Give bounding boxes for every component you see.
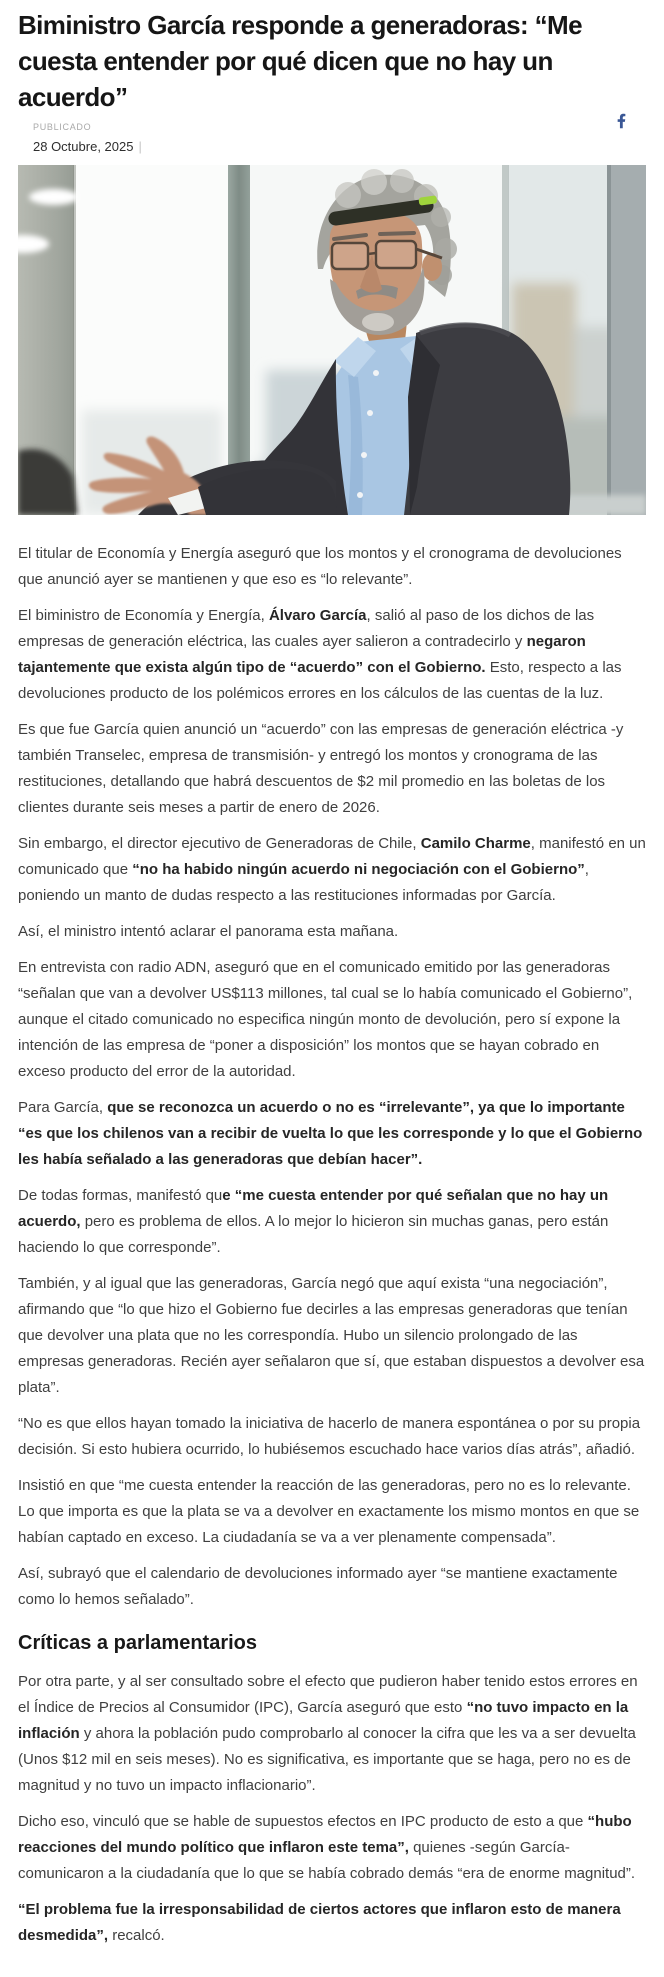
article-meta xyxy=(33,122,646,155)
article-title: Biministro García responde a generadoras: “Me cuesta entender por qué dicen que no hay un acuerdo” xyxy=(18,10,582,112)
article-paragraph: Así, el ministro intentó aclarar el panorama esta mañana. xyxy=(18,923,399,940)
facebook-share-button[interactable] xyxy=(612,112,630,130)
facebook-icon xyxy=(617,113,626,129)
publish-date: 28 Octubre, 2025 xyxy=(33,139,134,154)
dateline xyxy=(33,138,646,155)
article-paragraph: Dicho eso, vinculó que se hable de supuestos efectos en IPC producto de esto a que “hubo reacciones del mundo político que inflaron este tema”, quienes -según García- comunicaron a la ciudadanía que lo que se había cobrado demás “era de enorme magnitud”. xyxy=(18,1813,636,1882)
article-paragraph: El titular de Economía y Energía aseguró que los montos y el cronograma de devoluciones que anunció ayer se mantienen y que eso es “lo relevante”. xyxy=(18,545,622,588)
facebook-f-glyph xyxy=(617,114,625,128)
article-paragraph: También, y al igual que las generadoras, García negó que aquí exista “una negociación”, afirmando que “lo que hizo el Gobierno fue decirles a las empresas generadoras que tenían que devolver una plata que no les correspondía. Hubo un silencio prolongado de las empresas generadoras. Recién ayer señalaron que sí, que estaban dispuestos a devolver esa plata”. xyxy=(18,1275,645,1396)
article-paragraph: “El problema fue la irresponsabilidad de ciertos actores que inflaron esto de manera desmedida”, recalcó. xyxy=(18,1901,621,1944)
article-paragraph: Para García, que se reconozca un acuerdo o no es “irrelevante”, ya que lo importante “es que los chilenos van a recibir de vuelta lo que les corresponde y lo que el Gobierno les había señalado a las generadoras que debían hacer”. xyxy=(18,1099,643,1168)
article-paragraph: El biministro de Economía y Energía, Álvaro García, salió al paso de los dichos de las empresas de generación eléctrica, las cuales ayer salieron a contradecirlo y negaron tajantemente que exista algún tipo de “acuerdo” con el Gobierno. Esto, respecto a las devoluciones producto de los polémicos errores en los cálculos de las cuentas de la luz. xyxy=(18,607,622,702)
article-paragraph: Insistió en que “me cuesta entender la reacción de las generadoras, pero no es lo relevante. Lo que importa es que la plata se va a devolver en exactamente los mismo montos en que se habían captado en exceso. La ciudadanía se va a ver plenamente compensada”. xyxy=(18,1477,640,1546)
article-paragraph: En entrevista con radio ADN, aseguró que en el comunicado emitido por las generadoras “señalan que van a devolver US$113 millones, tal cual se lo había comunicado el Gobierno”, aunque el citado comunicado no especifica ningún monto de devolución, pero sí expone la intención de las empresa de “poner a disposición” los montos que se hayan cobrado en exceso producto del error de la autoridad. xyxy=(18,959,633,1080)
meta-separator: | xyxy=(138,139,142,154)
hero-image xyxy=(18,165,646,515)
article-body xyxy=(18,541,646,1969)
article-subheading: Críticas a parlamentarios xyxy=(18,1632,257,1654)
published-label: PUBLICADO xyxy=(33,122,92,132)
article-paragraph: “No es que ellos hayan tomado la iniciativa de hacerlo de manera espontánea o por su propia decisión. Si esto hubiera ocurrido, lo hubiésemos escuchado hace varios días atrás”, añadió. xyxy=(18,1415,641,1458)
article-paragraph: Sin embargo, el director ejecutivo de Generadoras de Chile, Camilo Charme, manifestó en un comunicado que “no ha habido ningún acuerdo ni negociación con el Gobierno”, poniendo un manto de dudas respecto a las restituciones informadas por García. xyxy=(18,835,646,904)
article-paragraph: Es que fue García quien anunció un “acuerdo” con las empresas de generación eléctrica -y también Transelec, empresa de transmisión- y entregó los montos y cronograma de las restituciones, detallando que habrá descuentos de $2 mil promedio en las boletas de los clientes durante seis meses a partir de enero de 2026. xyxy=(18,721,624,816)
article-paragraph: De todas formas, manifestó que “me cuesta entender por qué señalan que no hay un acuerdo, pero es problema de ellos. A lo mejor lo hicieron sin muchas ganas, pero están haciendo lo que corresponde”. xyxy=(18,1187,609,1256)
article-page xyxy=(18,0,646,1969)
hero-image-illustration xyxy=(18,165,646,515)
article-paragraph: Así, subrayó que el calendario de devoluciones informado ayer “se mantiene exactamente como lo hemos señalado”. xyxy=(18,1565,618,1608)
article-paragraph: Por otra parte, y al ser consultado sobre el efecto que pudieron haber tenido estos errores en el Índice de Precios al Consumidor (IPC), García aseguró que esto “no tuvo impacto en la inflación y ahora la población pudo comprobarlo al conocer la cifra que les va a ser devuelta (Unos $12 mil en seis meses). No es significativa, es importante que se haga, pero no es de magnitud y no tuvo un impacto inflacionario”. xyxy=(18,1673,638,1794)
